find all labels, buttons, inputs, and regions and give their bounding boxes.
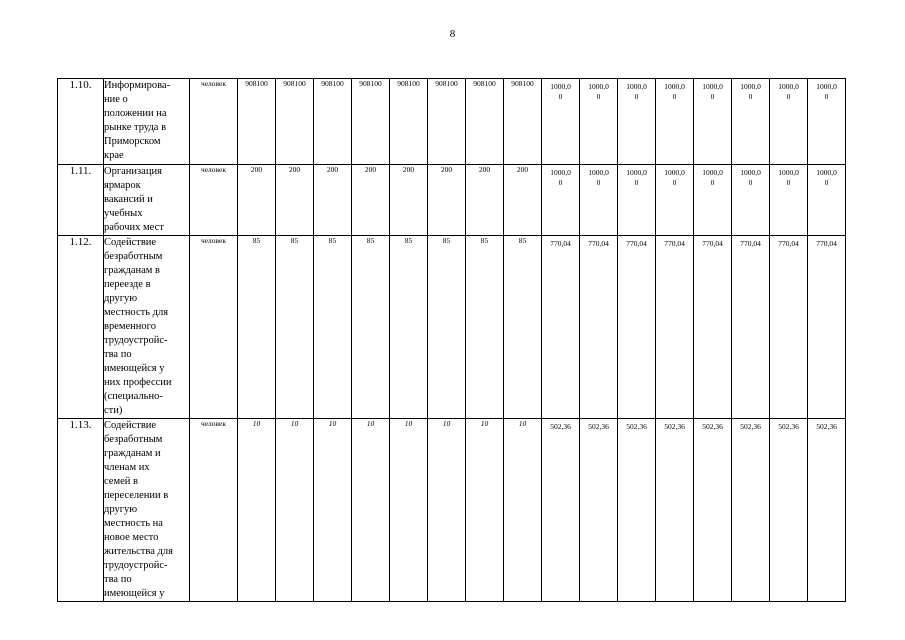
cost-value-cell	[580, 236, 618, 419]
cost-value-line: 502,36	[702, 422, 723, 431]
measure-name-line: ние о	[104, 94, 128, 105]
cost-value-line: 0	[710, 178, 715, 187]
plan-value-cell: 10	[314, 419, 352, 602]
cost-value-cell	[732, 165, 770, 236]
cost-value-cell	[808, 419, 846, 602]
cost-value-line: 0	[596, 178, 601, 187]
row-number: 1.10.	[58, 79, 104, 165]
measure-name-line: трудоустройс-	[104, 335, 168, 346]
measure-name-line: переселении в	[104, 490, 169, 501]
cost-value-cell	[770, 419, 808, 602]
cost-value-line: 1000,0	[626, 168, 647, 177]
cost-value-cell	[580, 79, 618, 165]
cost-value-line: 0	[710, 92, 715, 101]
cost-value-cell	[656, 79, 694, 165]
cost-value-cell	[656, 165, 694, 236]
measure-name-line: местность для	[104, 307, 169, 318]
cost-value-cell	[808, 79, 846, 165]
measure-name	[104, 79, 190, 165]
measure-name-line: Приморском	[104, 136, 161, 147]
measure-name-line: ярмарок	[104, 180, 141, 191]
unit-cell: человек	[190, 79, 238, 165]
measure-name	[104, 236, 190, 419]
measure-name-line: другую	[104, 293, 138, 304]
measure-name	[104, 165, 190, 236]
measure-name-line: вакансий и	[104, 194, 153, 205]
cost-value-line: 0	[786, 178, 791, 187]
measure-name-line: членам их	[104, 462, 150, 473]
measure-name-line: (специально-	[104, 391, 163, 402]
cost-value-line: 0	[672, 178, 677, 187]
cost-value-cell	[732, 419, 770, 602]
cost-value-line: 1000,0	[740, 82, 761, 91]
row-number: 1.12.	[58, 236, 104, 419]
plan-value-cell: 200	[314, 165, 352, 236]
plan-value-cell: 908100	[352, 79, 390, 165]
measure-name-line: учебных	[104, 208, 143, 219]
cost-value-cell	[618, 236, 656, 419]
cost-value-line: 0	[634, 178, 639, 187]
measure-name-line: местность на	[104, 518, 163, 529]
plan-value-cell: 85	[314, 236, 352, 419]
measure-name-line: тва по	[104, 349, 132, 360]
cost-value-line: 770,04	[702, 239, 723, 248]
cost-value-line: 1000,0	[740, 168, 761, 177]
measure-name-line: тва по	[104, 574, 132, 585]
measure-name-line: безработным	[104, 251, 163, 262]
measure-name-line: временного	[104, 321, 156, 332]
row-number: 1.13.	[58, 419, 104, 602]
measure-name-line: сти)	[104, 405, 123, 416]
measure-name-line: безработным	[104, 434, 163, 445]
plan-value-cell: 908100	[504, 79, 542, 165]
plan-value-cell: 200	[428, 165, 466, 236]
cost-value-cell	[618, 419, 656, 602]
cost-value-line: 502,36	[626, 422, 647, 431]
table-row	[58, 165, 846, 236]
plan-value-cell: 85	[504, 236, 542, 419]
plan-value-cell: 908100	[314, 79, 352, 165]
cost-value-cell	[656, 419, 694, 602]
table-row	[58, 79, 846, 165]
page-number: 8	[449, 28, 456, 40]
plan-value-cell: 200	[466, 165, 504, 236]
plan-value-cell: 10	[390, 419, 428, 602]
cost-value-line: 0	[634, 92, 639, 101]
measure-name-line: гражданам в	[104, 265, 160, 276]
measure-name-line: имеющейся у	[104, 588, 165, 599]
measure-name-line: новое место	[104, 532, 159, 543]
plan-value-cell: 908100	[276, 79, 314, 165]
cost-value-cell	[580, 165, 618, 236]
measure-name-line: гражданам и	[104, 448, 161, 459]
cost-value-cell	[656, 236, 694, 419]
plan-value-cell: 10	[466, 419, 504, 602]
cost-value-cell	[580, 419, 618, 602]
cost-value-line: 502,36	[740, 422, 761, 431]
cost-value-cell	[770, 79, 808, 165]
plan-value-cell: 200	[504, 165, 542, 236]
cost-value-line: 1000,0	[664, 82, 685, 91]
plan-value-cell: 10	[276, 419, 314, 602]
cost-value-line: 502,36	[778, 422, 799, 431]
measure-name-line: жительства для	[104, 546, 173, 557]
cost-value-line: 502,36	[816, 422, 837, 431]
unit-cell: человек	[190, 165, 238, 236]
cost-value-line: 1000,0	[550, 82, 571, 91]
plan-value-cell: 200	[390, 165, 428, 236]
cost-value-line: 770,04	[626, 239, 647, 248]
cost-value-line: 0	[558, 178, 563, 187]
plan-value-cell: 85	[390, 236, 428, 419]
measure-name-line: Содействие	[104, 420, 157, 431]
measures-table	[57, 78, 846, 602]
cost-value-cell	[542, 165, 580, 236]
cost-value-line: 1000,0	[702, 168, 723, 177]
measure-name-line: Организация	[104, 166, 162, 177]
measure-name-line: трудоустройс-	[104, 560, 168, 571]
cost-value-line: 0	[786, 92, 791, 101]
cost-value-line: 770,04	[778, 239, 799, 248]
cost-value-cell	[618, 165, 656, 236]
cost-value-line: 0	[596, 92, 601, 101]
plan-value-cell: 85	[428, 236, 466, 419]
unit-cell: человек	[190, 419, 238, 602]
cost-value-line: 1000,0	[588, 168, 609, 177]
cost-value-cell	[542, 419, 580, 602]
plan-value-cell: 85	[466, 236, 504, 419]
cost-value-cell	[618, 79, 656, 165]
table-row	[58, 419, 846, 602]
row-number: 1.11.	[58, 165, 104, 236]
plan-value-cell: 10	[428, 419, 466, 602]
cost-value-line: 502,36	[588, 422, 609, 431]
cost-value-line: 1000,0	[778, 82, 799, 91]
plan-value-cell: 200	[276, 165, 314, 236]
cost-value-cell	[694, 79, 732, 165]
cost-value-cell	[808, 236, 846, 419]
measure-name-line: имеющейся у	[104, 363, 165, 374]
cost-value-line: 0	[824, 92, 829, 101]
cost-value-line: 1000,0	[626, 82, 647, 91]
cost-value-cell	[770, 236, 808, 419]
plan-value-cell: 200	[352, 165, 390, 236]
cost-value-line: 770,04	[550, 239, 571, 248]
plan-value-cell: 85	[238, 236, 276, 419]
unit-cell: человек	[190, 236, 238, 419]
cost-value-cell	[542, 236, 580, 419]
plan-value-cell: 908100	[466, 79, 504, 165]
cost-value-line: 770,04	[664, 239, 685, 248]
cost-value-line: 0	[824, 178, 829, 187]
plan-value-cell: 85	[352, 236, 390, 419]
measure-name-line: другую	[104, 504, 138, 515]
measure-name-line: рабочих мест	[104, 222, 164, 233]
cost-value-line: 1000,0	[664, 168, 685, 177]
cost-value-line: 0	[672, 92, 677, 101]
cost-value-cell	[542, 79, 580, 165]
measure-name-line: них профессии	[104, 377, 172, 388]
cost-value-line: 502,36	[550, 422, 571, 431]
measure-name-line: Информирова-	[104, 80, 171, 91]
cost-value-cell	[694, 165, 732, 236]
plan-value-cell: 10	[238, 419, 276, 602]
measure-name-line: Содействие	[104, 237, 157, 248]
measure-name-line: крае	[104, 150, 124, 161]
plan-value-cell: 85	[276, 236, 314, 419]
plan-value-cell: 10	[352, 419, 390, 602]
cost-value-cell	[732, 79, 770, 165]
measure-name	[104, 419, 190, 602]
cost-value-line: 502,36	[664, 422, 685, 431]
table-row	[58, 236, 846, 419]
cost-value-line: 770,04	[740, 239, 761, 248]
measure-name-line: переезде в	[104, 279, 151, 290]
cost-value-cell	[770, 165, 808, 236]
plan-value-cell: 10	[504, 419, 542, 602]
cost-value-line: 770,04	[816, 239, 837, 248]
cost-value-line: 1000,0	[550, 168, 571, 177]
plan-value-cell: 908100	[428, 79, 466, 165]
plan-value-cell: 908100	[390, 79, 428, 165]
cost-value-line: 1000,0	[816, 168, 837, 177]
cost-value-line: 0	[558, 92, 563, 101]
cost-value-cell	[694, 419, 732, 602]
cost-value-line: 1000,0	[702, 82, 723, 91]
cost-value-line: 770,04	[588, 239, 609, 248]
cost-value-line: 1000,0	[778, 168, 799, 177]
cost-value-line: 0	[748, 178, 753, 187]
cost-value-cell	[732, 236, 770, 419]
measure-name-line: семей в	[104, 476, 138, 487]
plan-value-cell: 200	[238, 165, 276, 236]
cost-value-cell	[808, 165, 846, 236]
cost-value-line: 1000,0	[588, 82, 609, 91]
plan-value-cell: 908100	[238, 79, 276, 165]
cost-value-line: 1000,0	[816, 82, 837, 91]
cost-value-line: 0	[748, 92, 753, 101]
cost-value-cell	[694, 236, 732, 419]
measure-name-line: рынке труда в	[104, 122, 167, 133]
measure-name-line: положении на	[104, 108, 167, 119]
